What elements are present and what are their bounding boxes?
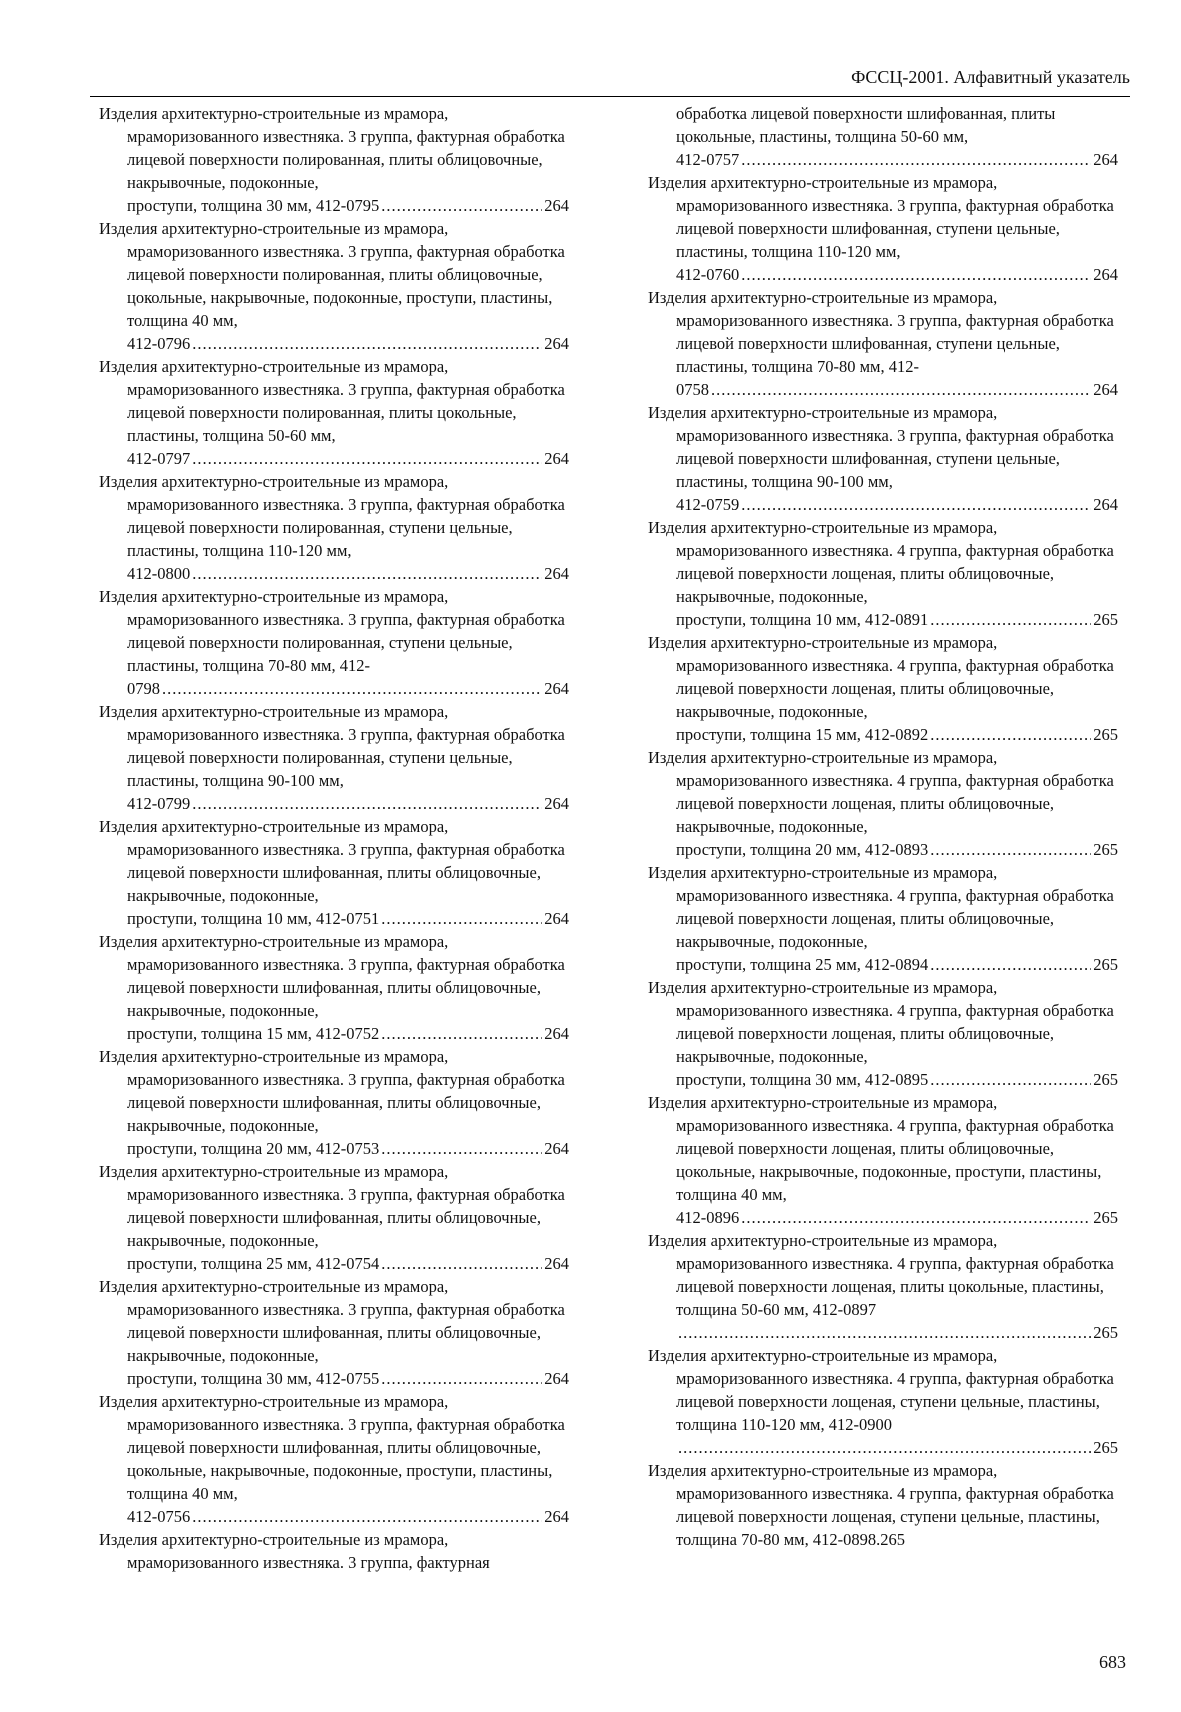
entry-text: Изделия архитектурно-строительные из мрамора, мраморизованного известняка. 3 группа, фактурная обработка лицевой поверхности шлифованная, плиты облицовочные, накрывочные, подоконные, bbox=[99, 1277, 565, 1365]
dot-leader bbox=[930, 953, 1091, 976]
entry-code: 0798 bbox=[127, 679, 160, 698]
index-entry bbox=[648, 746, 1118, 861]
entry-leader-line bbox=[676, 1321, 1118, 1344]
entry-page-number: 265 bbox=[1093, 1438, 1118, 1457]
entry-text: Изделия архитектурно-строительные из мрамора, мраморизованного известняка. 3 группа, фактурная обработка лицевой поверхности шлифованная, ступени цельные, пластины, толщина 110-120 мм, bbox=[648, 173, 1114, 261]
entry-leader-line bbox=[676, 493, 1118, 516]
entry-page-number: 264 bbox=[544, 909, 569, 928]
entry-leader-line bbox=[127, 1022, 569, 1045]
entry-text: Изделия архитектурно-строительные из мрамора, мраморизованного известняка. 4 группа, фактурная обработка лицевой поверхности лощеная, плиты облицовочные, накрывочные, подоконные, bbox=[648, 633, 1114, 721]
entry-code: проступи, толщина 20 мм, 412-0753 bbox=[127, 1139, 380, 1158]
entry-code: проступи, толщина 10 мм, 412-0891 bbox=[676, 610, 929, 629]
entry-text: Изделия архитектурно-строительные из мрамора, мраморизованного известняка. 4 группа, фактурная обработка лицевой поверхности лощеная, ступени цельные, пластины, толщина 70-80 мм, 412-0898.265 bbox=[648, 1461, 1114, 1549]
entry-page-number: 264 bbox=[544, 1254, 569, 1273]
entry-page-number: 265 bbox=[1093, 1070, 1118, 1089]
index-entry bbox=[99, 102, 569, 217]
entry-leader-line bbox=[676, 263, 1118, 286]
dot-leader bbox=[192, 1505, 542, 1528]
entry-code: 412-0800 bbox=[127, 564, 191, 583]
entry-page-number: 265 bbox=[1093, 840, 1118, 859]
running-header: ФССЦ-2001. Алфавитный указатель bbox=[851, 67, 1130, 87]
entry-text: Изделия архитектурно-строительные из мрамора, мраморизованного известняка. 3 группа, фактурная обработка лицевой поверхности шлифованная, плиты облицовочные, накрывочные, подоконные, bbox=[99, 1047, 565, 1135]
dot-leader bbox=[381, 1367, 542, 1390]
dot-leader bbox=[381, 1137, 542, 1160]
entry-leader-line bbox=[127, 792, 569, 815]
index-entry bbox=[99, 815, 569, 930]
entry-leader-line bbox=[676, 608, 1118, 631]
index-entry bbox=[648, 1229, 1118, 1344]
entry-leader-line bbox=[127, 1505, 569, 1528]
entry-leader-line bbox=[127, 194, 569, 217]
entry-code: проступи, толщина 15 мм, 412-0892 bbox=[676, 725, 929, 744]
index-entry bbox=[99, 1275, 569, 1390]
entry-page-number: 265 bbox=[1093, 1208, 1118, 1227]
entry-code: проступи, толщина 30 мм, 412-0795 bbox=[127, 196, 380, 215]
entry-text: Изделия архитектурно-строительные из мрамора, мраморизованного известняка. 4 группа, фактурная обработка лицевой поверхности лощеная, плиты облицовочные, накрывочные, подоконные, bbox=[648, 748, 1114, 836]
entry-page-number: 264 bbox=[544, 1024, 569, 1043]
entry-leader-line bbox=[127, 1137, 569, 1160]
dot-leader bbox=[381, 1252, 542, 1275]
entry-code: 412-0756 bbox=[127, 1507, 191, 1526]
entry-page-number: 264 bbox=[544, 334, 569, 353]
dot-leader bbox=[741, 263, 1091, 286]
entry-text: Изделия архитектурно-строительные из мрамора, мраморизованного известняка. 3 группа, фактурная bbox=[99, 1530, 490, 1572]
index-entry bbox=[648, 976, 1118, 1091]
entry-code: проступи, толщина 25 мм, 412-0894 bbox=[676, 955, 929, 974]
entry-page-number: 264 bbox=[1093, 265, 1118, 284]
page-number: 683 bbox=[1099, 1652, 1126, 1672]
index-entry bbox=[99, 470, 569, 585]
entry-page-number: 264 bbox=[1093, 495, 1118, 514]
index-entry bbox=[99, 1390, 569, 1528]
dot-leader bbox=[192, 332, 542, 355]
entry-text: обработка лицевой поверхности шлифованная, плиты цокольные, пластины, толщина 50-60 мм, bbox=[676, 104, 1056, 146]
index-entry bbox=[99, 355, 569, 470]
entry-text: Изделия архитектурно-строительные из мрамора, мраморизованного известняка. 3 группа, фактурная обработка лицевой поверхности полированная, плиты цокольные, пластины, толщина 50-60 мм, bbox=[99, 357, 565, 445]
entry-text: Изделия архитектурно-строительные из мрамора, мраморизованного известняка. 4 группа, фактурная обработка лицевой поверхности лощеная, плиты облицовочные, цокольные, накрывочные, подоконные, проступи, пластины, толщина 40 мм, bbox=[648, 1093, 1114, 1204]
index-entry bbox=[99, 217, 569, 355]
entry-page-number: 265 bbox=[1093, 955, 1118, 974]
entry-text: Изделия архитектурно-строительные из мрамора, мраморизованного известняка. 4 группа, фактурная обработка лицевой поверхности лощеная, плиты облицовочные, накрывочные, подоконные, bbox=[648, 978, 1114, 1066]
entry-leader-line bbox=[676, 953, 1118, 976]
dot-leader bbox=[930, 1068, 1091, 1091]
entry-code: 412-0759 bbox=[676, 495, 740, 514]
entry-leader-line bbox=[676, 838, 1118, 861]
dot-leader bbox=[741, 148, 1091, 171]
entry-code: проступи, толщина 30 мм, 412-0895 bbox=[676, 1070, 929, 1089]
dot-leader bbox=[381, 1022, 542, 1045]
index-entry bbox=[648, 516, 1118, 631]
entry-text: Изделия архитектурно-строительные из мрамора, мраморизованного известняка. 3 группа, фактурная обработка лицевой поверхности шлифованная, плиты облицовочные, накрывочные, подоконные, bbox=[99, 1162, 565, 1250]
index-entry bbox=[648, 102, 1118, 171]
dot-leader bbox=[930, 838, 1091, 861]
entry-code: проступи, толщина 30 мм, 412-0755 bbox=[127, 1369, 380, 1388]
entry-text: Изделия архитектурно-строительные из мрамора, мраморизованного известняка. 4 группа, фактурная обработка лицевой поверхности лощеная, плиты облицовочные, накрывочные, подоконные, bbox=[648, 518, 1114, 606]
entry-code: 412-0797 bbox=[127, 449, 191, 468]
entry-leader-line bbox=[676, 148, 1118, 171]
dot-leader bbox=[162, 677, 542, 700]
dot-leader bbox=[192, 792, 542, 815]
index-entry bbox=[648, 1344, 1118, 1459]
index-entry bbox=[648, 171, 1118, 286]
index-entry bbox=[648, 401, 1118, 516]
entry-code: проступи, толщина 20 мм, 412-0893 bbox=[676, 840, 929, 859]
entry-page-number: 264 bbox=[544, 1507, 569, 1526]
index-entry bbox=[99, 1528, 569, 1574]
dot-leader bbox=[678, 1321, 1091, 1344]
entry-page-number: 265 bbox=[1093, 1323, 1118, 1342]
entry-code: 412-0799 bbox=[127, 794, 191, 813]
index-column-left bbox=[99, 102, 569, 1574]
entry-page-number: 264 bbox=[544, 1139, 569, 1158]
index-entry bbox=[648, 631, 1118, 746]
dot-leader bbox=[678, 1436, 1091, 1459]
entry-text: Изделия архитектурно-строительные из мрамора, мраморизованного известняка. 3 группа, фактурная обработка лицевой поверхности полированная, ступени цельные, пластины, толщина 70-80 мм, 412- bbox=[99, 587, 565, 675]
dot-leader bbox=[741, 493, 1091, 516]
entry-leader-line bbox=[127, 562, 569, 585]
index-entry bbox=[648, 1459, 1118, 1551]
entry-code: проступи, толщина 15 мм, 412-0752 bbox=[127, 1024, 380, 1043]
entry-page-number: 264 bbox=[1093, 150, 1118, 169]
entry-page-number: 264 bbox=[544, 794, 569, 813]
entry-code: 412-0760 bbox=[676, 265, 740, 284]
entry-leader-line bbox=[676, 1436, 1118, 1459]
dot-leader bbox=[192, 562, 542, 585]
dot-leader bbox=[930, 723, 1091, 746]
entry-page-number: 264 bbox=[1093, 380, 1118, 399]
entry-leader-line bbox=[676, 378, 1118, 401]
entry-code: 412-0796 bbox=[127, 334, 191, 353]
entry-text: Изделия архитектурно-строительные из мрамора, мраморизованного известняка. 3 группа, фактурная обработка лицевой поверхности шлифованная, ступени цельные, пластины, толщина 70-80 мм, 412- bbox=[648, 288, 1114, 376]
entry-leader-line bbox=[676, 723, 1118, 746]
entry-text: Изделия архитектурно-строительные из мрамора, мраморизованного известняка. 3 группа, фактурная обработка лицевой поверхности полированная, плиты облицовочные, накрывочные, подоконные, bbox=[99, 104, 565, 192]
entry-code: 412-0757 bbox=[676, 150, 740, 169]
entry-leader-line bbox=[676, 1206, 1118, 1229]
entry-text: Изделия архитектурно-строительные из мрамора, мраморизованного известняка. 3 группа, фактурная обработка лицевой поверхности шлифованная, плиты облицовочные, цокольные, накрывочные, подоконные, проступи, пластины, толщина 40 мм, bbox=[99, 1392, 565, 1503]
entry-leader-line bbox=[127, 907, 569, 930]
entry-text: Изделия архитектурно-строительные из мрамора, мраморизованного известняка. 3 группа, фактурная обработка лицевой поверхности шлифованная, плиты облицовочные, накрывочные, подоконные, bbox=[99, 817, 565, 905]
dot-leader bbox=[192, 447, 542, 470]
entry-text: Изделия архитектурно-строительные из мрамора, мраморизованного известняка. 3 группа, фактурная обработка лицевой поверхности шлифованная, ступени цельные, пластины, толщина 90-100 мм, bbox=[648, 403, 1114, 491]
entry-page-number: 265 bbox=[1093, 610, 1118, 629]
dot-leader bbox=[930, 608, 1091, 631]
entry-code: проступи, толщина 10 мм, 412-0751 bbox=[127, 909, 380, 928]
entry-code: проступи, толщина 25 мм, 412-0754 bbox=[127, 1254, 380, 1273]
entry-page-number: 264 bbox=[544, 1369, 569, 1388]
index-entry bbox=[99, 700, 569, 815]
dot-leader bbox=[381, 194, 542, 217]
dot-leader bbox=[741, 1206, 1091, 1229]
index-entry bbox=[648, 286, 1118, 401]
entry-leader-line bbox=[127, 447, 569, 470]
index-column-right bbox=[648, 102, 1118, 1551]
entry-text: Изделия архитектурно-строительные из мрамора, мраморизованного известняка. 4 группа, фактурная обработка лицевой поверхности лощеная, ступени цельные, пластины, толщина 110-120 мм, 412-0900 bbox=[648, 1346, 1114, 1434]
index-entry bbox=[99, 585, 569, 700]
entry-leader-line bbox=[127, 1367, 569, 1390]
entry-page-number: 264 bbox=[544, 679, 569, 698]
entry-leader-line bbox=[127, 332, 569, 355]
entry-page-number: 264 bbox=[544, 449, 569, 468]
entry-leader-line bbox=[127, 677, 569, 700]
entry-text: Изделия архитектурно-строительные из мрамора, мраморизованного известняка. 3 группа, фактурная обработка лицевой поверхности полированная, плиты облицовочные, цокольные, накрывочные, подоконные, проступи, пластины, толщина 40 мм, bbox=[99, 219, 565, 330]
index-entry bbox=[648, 1091, 1118, 1229]
entry-page-number: 264 bbox=[544, 564, 569, 583]
dot-leader bbox=[381, 907, 542, 930]
entry-text: Изделия архитектурно-строительные из мрамора, мраморизованного известняка. 3 группа, фактурная обработка лицевой поверхности полированная, ступени цельные, пластины, толщина 90-100 мм, bbox=[99, 702, 565, 790]
index-entry bbox=[99, 1160, 569, 1275]
index-entry bbox=[99, 1045, 569, 1160]
entry-text: Изделия архитектурно-строительные из мрамора, мраморизованного известняка. 3 группа, фактурная обработка лицевой поверхности полированная, ступени цельные, пластины, толщина 110-120 мм, bbox=[99, 472, 565, 560]
index-entry bbox=[99, 930, 569, 1045]
entry-page-number: 265 bbox=[1093, 725, 1118, 744]
dot-leader bbox=[711, 378, 1091, 401]
entry-code: 412-0896 bbox=[676, 1208, 740, 1227]
entry-text: Изделия архитектурно-строительные из мрамора, мраморизованного известняка. 3 группа, фактурная обработка лицевой поверхности шлифованная, плиты облицовочные, накрывочные, подоконные, bbox=[99, 932, 565, 1020]
entry-text: Изделия архитектурно-строительные из мрамора, мраморизованного известняка. 4 группа, фактурная обработка лицевой поверхности лощеная, плиты цокольные, пластины, толщина 50-60 мм, 412-0897 bbox=[648, 1231, 1114, 1319]
entry-code: 0758 bbox=[676, 380, 709, 399]
entry-leader-line bbox=[127, 1252, 569, 1275]
entry-page-number: 264 bbox=[544, 196, 569, 215]
entry-text: Изделия архитектурно-строительные из мрамора, мраморизованного известняка. 4 группа, фактурная обработка лицевой поверхности лощеная, плиты облицовочные, накрывочные, подоконные, bbox=[648, 863, 1114, 951]
entry-leader-line bbox=[676, 1068, 1118, 1091]
header-rule bbox=[90, 96, 1130, 97]
index-entry bbox=[648, 861, 1118, 976]
